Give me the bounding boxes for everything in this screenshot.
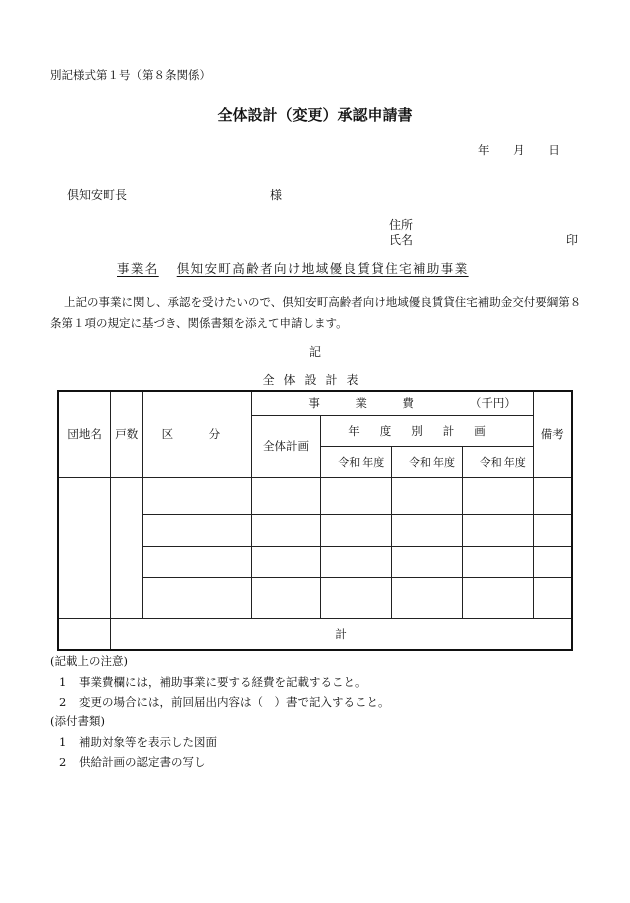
cell-kubun[interactable] [143, 514, 252, 546]
cell-biko[interactable] [533, 546, 572, 577]
date-year: 年 [478, 143, 490, 157]
total-row [58, 618, 572, 650]
date-day: 日 [548, 143, 560, 157]
cell-year-2[interactable] [392, 514, 463, 546]
table-title: 全体設計表 [262, 373, 368, 387]
attachment-item: 1 補助対象等を表示した図面 [59, 735, 217, 749]
header-reiwa-3: 令和 年度 [462, 446, 533, 477]
cell-kubun[interactable] [143, 546, 252, 577]
note-item: 2 変更の場合には，前回届出内容は（ ）書で記入すること。 [59, 695, 390, 709]
design-table [57, 390, 573, 651]
cell-year-3[interactable] [462, 477, 533, 514]
header-jigyohi: 事 業 費 （千円） [251, 391, 533, 415]
cell-year-2[interactable] [392, 477, 463, 514]
header-danchi: 団地名 [58, 391, 111, 477]
application-body [50, 292, 585, 334]
total-label: 計 [111, 618, 572, 650]
notes-heading: (記載上の注意) [50, 654, 128, 668]
cell-kubun[interactable] [143, 477, 252, 514]
attachments-heading: (添付書類) [50, 714, 105, 728]
ki-label: 記 [308, 345, 321, 359]
header-reiwa-2: 令和 年度 [392, 446, 463, 477]
attachment-item: 2 供給計画の認定書の写し [59, 755, 206, 769]
addressee: 倶知安町長 [67, 188, 128, 202]
cell-year-1[interactable] [321, 577, 392, 618]
honorific: 様 [270, 188, 283, 202]
cell-year-2[interactable] [392, 577, 463, 618]
cell-year-1[interactable] [321, 546, 392, 577]
body-text: 上記の事業に関し、承認を受けたいので、倶知安町高齢者向け地域優良賃貸住宅補助金交付要綱第８条第１項の規定に基づき、関係書類を添えて申請します。 [50, 295, 582, 330]
cell-biko[interactable] [533, 514, 572, 546]
cell-year-3[interactable] [462, 546, 533, 577]
note-item: 1 事業費欄には，補助事業に要する経費を記載すること。 [59, 675, 367, 689]
cell-danchi[interactable] [58, 477, 111, 618]
project-label: 事業名 [117, 261, 159, 276]
name-label: 氏名 [389, 233, 414, 247]
header-biko: 備考 [533, 391, 572, 477]
total-blank [58, 618, 111, 650]
cell-zentai[interactable] [251, 514, 321, 546]
seal-label: 印 [566, 233, 579, 247]
cell-zentai[interactable] [251, 546, 321, 577]
cell-biko[interactable] [533, 477, 572, 514]
header-kubun: 区 分 [143, 391, 252, 477]
header-reiwa-1: 令和 年度 [321, 446, 392, 477]
cell-year-2[interactable] [392, 546, 463, 577]
date-line [478, 145, 560, 157]
date-month: 月 [513, 143, 525, 157]
cell-kosu[interactable] [111, 477, 143, 618]
header-zentai: 全体計画 [251, 415, 321, 477]
address-label: 住所 [389, 218, 414, 232]
cell-year-1[interactable] [321, 477, 392, 514]
project-name: 倶知安町高齢者向け地域優良賃貸住宅補助事業 [176, 261, 469, 276]
cell-year-1[interactable] [321, 514, 392, 546]
cell-year-3[interactable] [462, 577, 533, 618]
form-number: 別記様式第１号（第８条関係） [50, 68, 211, 82]
document-title: 全体設計（変更）承認申請書 [217, 106, 413, 124]
table-row [58, 477, 572, 514]
cell-year-3[interactable] [462, 514, 533, 546]
cell-kubun[interactable] [143, 577, 252, 618]
cell-zentai[interactable] [251, 477, 321, 514]
header-nendo: 年度別計画 [321, 415, 533, 446]
header-kosu: 戸数 [111, 391, 143, 477]
cell-biko[interactable] [533, 577, 572, 618]
project-line [117, 263, 469, 276]
cell-zentai[interactable] [251, 577, 321, 618]
